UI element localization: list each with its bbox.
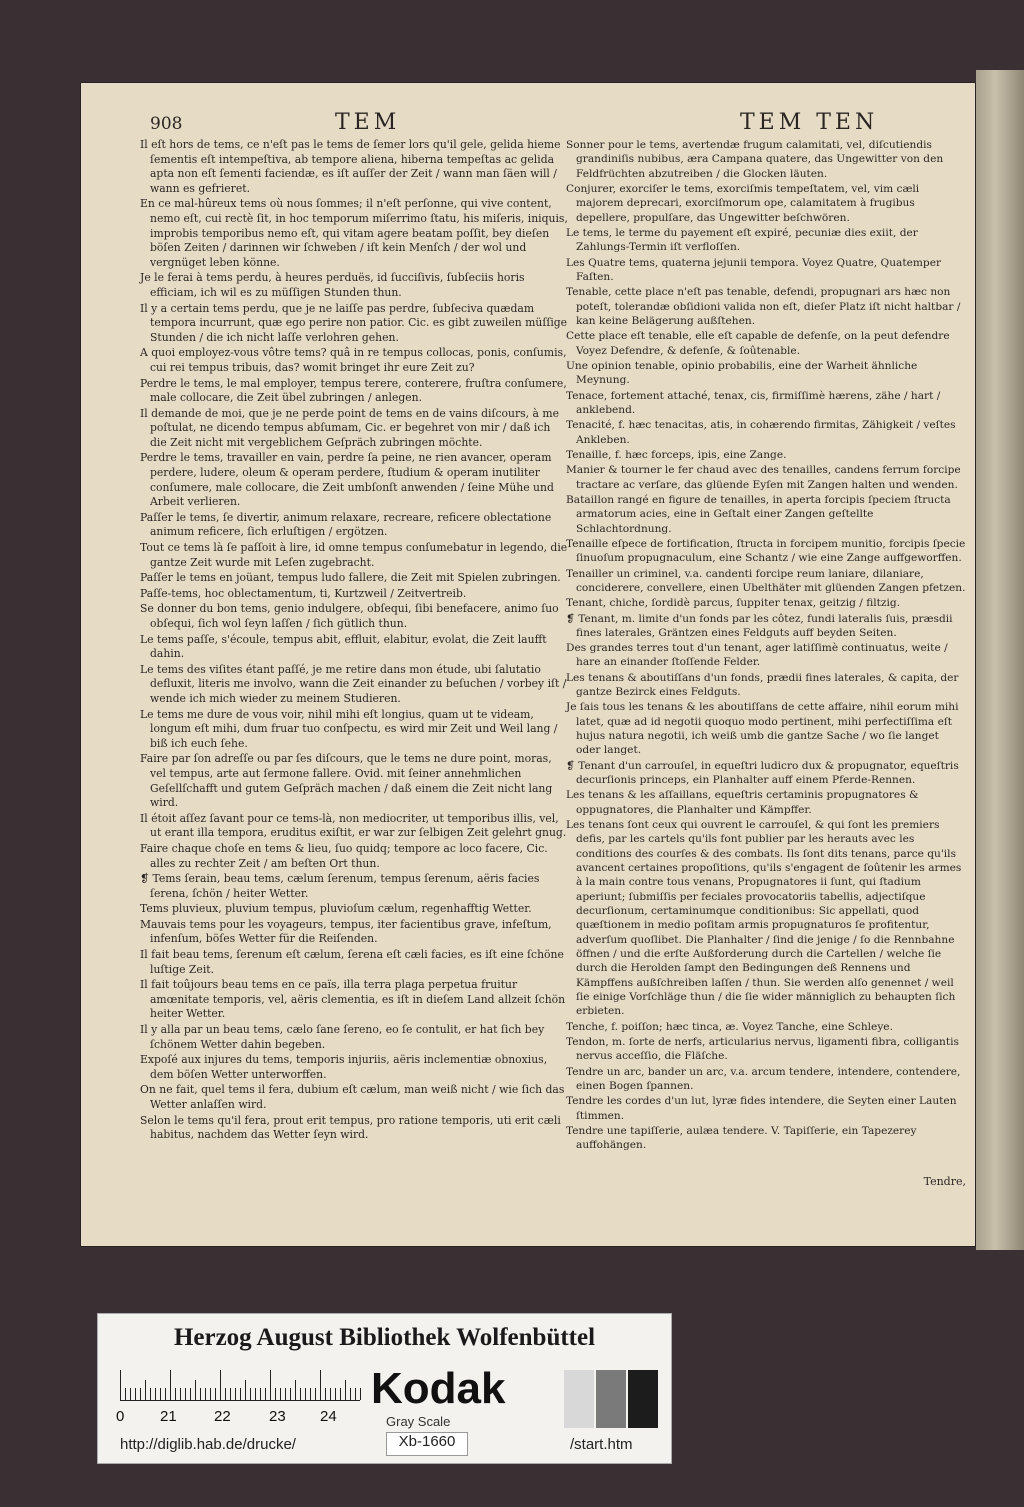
running-head-right: TEM TEN [740, 110, 879, 135]
catchword: Tendre, [923, 1174, 966, 1188]
ruler-tick [220, 1370, 221, 1400]
ruler-tick [130, 1388, 131, 1400]
left-column [140, 138, 570, 1144]
base-url: http://diglib.hab.de/drucke/ [120, 1436, 296, 1453]
dictionary-entry: Mauvais tems pour les voyageurs, tempus, iter facientibus grave, infeſtum, infenſum, böſes Wetter für die Reiſenden. [140, 917, 552, 946]
dictionary-entry: Le tems des viſites étant paſſé, je me retire dans mon étude, ubi ſalutatio defluxit, literis me involvo, wann die Zeit einander zu beſuchen / vorbey iſt / wende ich mich wieder zu meinem Studieren. [140, 662, 567, 705]
ruler-tick [355, 1388, 356, 1400]
dictionary-entry: Tenailler un criminel, v.a. candenti forcipe reum laniare, dilaniare, conciderere, convellere, einen Ubelthäter mit glüenden Zangen pfetzen. [566, 567, 966, 594]
dictionary-entry: Selon le tems qu'il fera, prout erit tempus, pro ratione temporis, uti erit cæli habitus, nachdem das Wetter ſeyn wird. [140, 1113, 561, 1142]
ruler-tick [255, 1388, 256, 1400]
ruler-tick [175, 1388, 176, 1400]
running-head-left: TEM [335, 110, 401, 135]
dictionary-entry: A quoi employez-vous vôtre tems? quâ in re tempus collocas, ponis, conſumis, cui rei tempus tribuis, das? womit bringet ihr eure Zeit zu? [140, 346, 567, 374]
ruler-tick [200, 1388, 201, 1400]
dictionary-entry: Perdre le tems, travailler en vain, perdre ſa peine, ne rien avancer, operam perdere, ludere, oleum & operam perdere, ſtudium & operam inutiliter conſumere, male collocare, die Zeit umbſonſt anwenden / ſeine Mühe und Arbeit verlieren. [140, 451, 554, 509]
dictionary-entry: En ce mal-hûreux tems où nous ſommes; il n'eſt perſonne, qui vive content, nemo eſt, cui rectè ſit, in hoc temporum miſerrimo ſtatu, his miſeris, iniquis, improbis temporibus nemo eſt, qui vitam agere beatam poſſit, bey dieſen böſen Zeiten / darinnen wir ſchweben / iſt kein Menſch / der wol und vergnüget leben könne. [140, 197, 568, 269]
gray-patch [596, 1370, 626, 1428]
right-column [566, 138, 966, 1189]
gray-patch [564, 1370, 594, 1428]
ruler-tick [350, 1388, 351, 1400]
book-page [80, 82, 976, 1247]
dictionary-entry: Paſſer le tems en joüant, tempus ludo fallere, die Zeit mit Spielen zubringen. [140, 571, 561, 585]
ruler-tick [125, 1388, 126, 1400]
dictionary-entry: On ne fait, quel tems il fera, dubium eſt cælum, man weiß nicht / wie ſich das Wetter anlaſſen wird. [140, 1083, 565, 1111]
dictionary-entry: Le tems me dure de vous voir, nihil mihi eſt longius, quam ut te videam, longum eſt mihi, dum fruar tuo conſpectu, es wird mir Zeit und Weil lang / biß ich euch ſehe. [140, 707, 558, 750]
ruler-tick [240, 1388, 241, 1400]
dictionary-entry: Cette place eſt tenable, elle eſt capable de defenſe, on la peut defendre Voyez Defendre, & defenſe, & ſoûtenable. [566, 330, 950, 357]
color-target-card [97, 1313, 672, 1464]
ruler-tick [265, 1388, 266, 1400]
ruler-tick [275, 1388, 276, 1400]
ruler-tick [280, 1388, 281, 1400]
ruler-tick [235, 1388, 236, 1400]
running-head [80, 108, 976, 138]
page-number: 908 [150, 114, 183, 134]
dictionary-entry: Expoſé aux injures du tems, temporis injuriis, aëris inclementiæ obnoxius, dem böſen Wetter unterworffen. [140, 1053, 548, 1081]
ruler-tick [215, 1388, 216, 1400]
ruler-label: 21 [160, 1408, 177, 1425]
ruler-tick [290, 1388, 291, 1400]
dictionary-entry: Il demande de moi, que je ne perde point de tems en de vains diſcours, à me poſtulat, ne dicendo tempus abſumam, Cic. er begehret von mir / daß ich die Zeit nicht mit vergeblichem Geſpräch zubringen möchte. [140, 406, 560, 449]
dictionary-entry: ❡ Tenant d'un carrouſel, in equeſtri ludicro dux & propugnator, equeſtris decurſionis princeps, ein Planhalter auff einem Pferde-Rennen. [566, 759, 959, 787]
dictionary-entry: Les tenans & aboutiſſans d'un fonds, prædii fines laterales, & capita, der gantze Bezirck eines Feldguts. [566, 671, 959, 699]
dictionary-entry: Il y a certain tems perdu, que je ne laiſſe pas perdre, ſubſeciva quædam tempora incurrunt, quæ ego perire non patior. Cic. es gibt zuweilen müſſige Stunden / die ich nicht laſſe verlohren gehen. [140, 301, 568, 344]
ruler-tick [190, 1388, 191, 1400]
institution-name: Herzog August Bibliothek Wolfenbüttel [173, 1324, 596, 1351]
ruler-tick [185, 1388, 186, 1400]
ruler-tick [135, 1388, 136, 1400]
ruler-tick [305, 1388, 306, 1400]
dictionary-entry: Tendre un arc, bander un arc, v.a. arcum tendere, intendere, contendere, einen Bogen ſpannen. [566, 1065, 961, 1092]
ruler-tick [150, 1388, 151, 1400]
dictionary-entry: Tems pluvieux, pluvium tempus, pluvioſum cælum, regenhafftig Wetter. [140, 902, 532, 916]
dictionary-entry: Tenaille, f. hæc forceps, ipis, eine Zange. [566, 448, 787, 461]
ruler-tick [140, 1388, 141, 1400]
ruler-tick [210, 1388, 211, 1400]
dictionary-entry: Bataillon rangé en figure de tenailles, in aperta forcipis ſpeciem ſtructa armatorum acies, eine in Geſtalt einer Zangen geſtellte Schlachtordnung. [566, 493, 951, 535]
ruler-tick [165, 1388, 166, 1400]
gray-scale-label: Gray Scale [386, 1414, 451, 1429]
dictionary-entry: Tout ce tems là ſe paſſoit à lire, id omne tempus conſumebatur in legendo, die gantze Zeit wurde mit Leſen zugebracht. [140, 541, 568, 569]
ruler-tick [285, 1388, 286, 1400]
dictionary-entry: Il fait toûjours beau tems en ce païs, illa terra plaga perpetua fruitur amœnitate temporis, vel, aëris clementia, es iſt in dieſem Land allzeit ſchön heiter Wetter. [140, 978, 566, 1021]
dictionary-entry: Sonner pour le tems, avertendæ frugum calamitati, vel, diſcutiendis grandiniſis nubibus, æra Campana quatere, das Ungewitter von den Feldfrüchten abzutreiben / die Glocken läuten. [566, 139, 944, 180]
ruler-tick [345, 1380, 346, 1400]
dictionary-entry: Faire par ſon adreſſe ou par ſes diſcours, que le tems ne dure point, moras, vel tempus, arte aut ſermone fallere. Ovid. mit ſeiner annehmlichen Geſellſchafft und gutem Geſpräch machen / daß einem die Zeit nicht lang wird. [140, 752, 553, 810]
url-row [98, 1430, 671, 1458]
ruler-tick [245, 1380, 246, 1400]
dictionary-entry: Paſſe-tems, hoc oblectamentum, ti, Kurtzweil / Zeitvertreib. [140, 586, 467, 600]
ruler-labels [116, 1408, 366, 1428]
dictionary-entry: Je le ferai à tems perdu, à heures perduës, id ſucciſivis, ſubſeciis horis efficiam, ich wil es zu müſſigen Stunden thun. [140, 271, 525, 299]
measurement-ruler [120, 1370, 360, 1401]
ruler-label: 24 [320, 1408, 337, 1425]
dictionary-entry: ❡ Tenant, m. limite d'un fonds par les côtez, fundi lateralis ſuis, præsdii fines laterales, Gräntzen eines Feldguts auff beyden Seiten. [566, 612, 953, 639]
ruler-tick [120, 1370, 121, 1400]
dictionary-entry: Tenace, fortement attaché, tenax, cis, firmiſſimè hærens, zähe / hart / anklebend. [566, 389, 941, 416]
dictionary-entry: Tendon, m. ſorte de nerfs, articularius nervus, ligamenti fibra, colligantis nervus acceſſio, die Fläſche. [566, 1036, 959, 1063]
dictionary-entry: Les Quatre tems, quaterna jejunii tempora. Voyez Quatre, Quatemper Faſten. [566, 256, 942, 283]
ruler-tick [340, 1388, 341, 1400]
dictionary-entry: Tenaille eſpece de fortification, ſtructa in forcipem munitio, forcipis ſpecie ſinuoſum propugnaculum, eine Schantz / wie eine Zange auffgeworffen. [566, 537, 966, 565]
ruler-tick [310, 1388, 311, 1400]
ruler-label: 0 [116, 1408, 125, 1425]
dictionary-entry: Une opinion tenable, opinio probabilis, eine der Warheit ähnliche Meynung. [566, 359, 918, 387]
dictionary-entry: Paſſer le tems, ſe divertir, animum relaxare, recreare, reficere oblectatione animum reficere, ſich erluſtigen / ergötzen. [140, 510, 552, 539]
dictionary-entry: Le tems, le terme du payement eſt expiré, pecuniæ dies exiit, der Zahlungs-Termin iſt verfloſſen. [566, 226, 918, 254]
dictionary-entry: Tendre les cordes d'un lut, lyræ fides intendere, die Seyten einer Lauten ſtimmen. [566, 1095, 957, 1122]
ruler-tick [155, 1388, 156, 1400]
dictionary-entry: Tendre une tapiſſerie, aulæa tendere. V. Tapiſſerie, ein Tapezerey auffohängen. [566, 1124, 917, 1152]
dictionary-entry: Se donner du bon tems, genio indulgere, obſequi, ſibi benefacere, animo ſuo obſequi, ſich wol ſeyn laſſen / ſich gütlich thun. [140, 602, 559, 630]
ruler-tick [360, 1388, 361, 1400]
ruler-tick [335, 1388, 336, 1400]
dictionary-entry: Tenant, chiche, ſordidè parcus, ſuppiter tenax, geitzig / filtzig. [566, 597, 901, 610]
ruler-tick [145, 1380, 146, 1400]
ruler-label: 23 [269, 1408, 286, 1425]
dictionary-entry: Je ſais tous les tenans & les aboutiſſans de cette affaire, nihil eorum mihi latet, quæ ad id negotii quoquo modo pertinent, mihi perfectiſſima eſt hujus natura negotii, ich weiß umb die gantze Sache / wo ſie langet oder langet. [566, 701, 959, 757]
ruler-label: 22 [214, 1408, 231, 1425]
ruler-tick [300, 1388, 301, 1400]
dictionary-entry: Perdre le tems, le mal employer, tempus terere, conterere, fruſtra conſumere, male collocare, die Zeit übel zubringen / anlegen. [140, 376, 567, 405]
dictionary-entry: Il fait beau tems, ſerenum eſt cælum, ſerena eſt cæli facies, es iſt eine ſchöne luſtige Zeit. [140, 948, 564, 976]
ruler-tick [195, 1380, 196, 1400]
dictionary-entry: Il y alla par un beau tems, cælo ſane ſereno, eo ſe contulit, er hat ſich bey ſchönem Wetter dahin begeben. [140, 1023, 545, 1051]
ruler-tick [205, 1388, 206, 1400]
kodak-logo: Kodak [371, 1364, 506, 1413]
dictionary-entry: Faire chaque choſe en tems & lieu, ſuo quidq; tempore ac loco facere, Cic. alles zu rechter Zeit / am beſten Ort thun. [140, 841, 548, 870]
dictionary-entry: Les tenans ſont ceux qui ouvrent le carrouſel, & qui ſont les premiers defis, par les cartels qu'ils font publier par les herauts avec les conditions des courſes & des combats. Ils ſont dits tenans, parce qu'ils avancent certaines propoſitions, qu'ils s'engagent de ſoûtenir les armes à la main contre tous venans, Propugnatores ii ſunt, qui ſtadium aperiunt; ſubmiſſis per feciales provocatoriis tabellis, adjectiſque decurſionum, certaminumque conditionibus: Sic appellati, quod quæſtionem in medio poſitam armis propugnaturos ſe profitentur, adverſum quoſlibet. Die Planhalter / ſind die jenige / ſo die Rennbahne öffnen / und die erſte Außforderung durch die Cartellen / welche ſie durch die Herolden ſampt den Bedingungen deß Rennens und Kämpffens außſchreiben laſſen / thun. Sie werden alſo genennet / weil ſie einige Vorſchläge thun / die ſie wider männiglich zu behaupten ſich erbieten. [566, 819, 962, 1018]
ruler-tick [260, 1388, 261, 1400]
ruler-tick [270, 1370, 271, 1400]
dictionary-entry: Le tems paſſe, s'écoule, tempus abit, effluit, elabitur, evolat, die Zeit laufft dahin. [140, 632, 547, 661]
dictionary-entry: Tenable, cette place n'eſt pas tenable, defendi, propugnari ars hæc non poteſt, tolerandæ obſidioni valida non eſt, dieſer Platz iſt nicht haltbar / kan keine Belägerung außſtehen. [566, 286, 961, 327]
adjacent-page-edge [976, 70, 1024, 1250]
dictionary-entry: Des grandes terres tout d'un tenant, ager latiſſimè continuatus, weite / hare an einander ſtoſſende Felder. [566, 642, 948, 669]
dictionary-entry: Il eſt hors de tems, ce n'eſt pas le tems de ſemer lors qu'il gele, gelida hieme ſementis eſt intempeſtiva, ab tempore aliena, hiberna tempeſtas ac gelida apta non eſt ſementi faciendæ, es iſt auſſer der Zeit / wann man ſäen will / wann es gefrieret. [140, 138, 561, 195]
ruler-tick [315, 1388, 316, 1400]
gray-patch [628, 1370, 658, 1428]
dictionary-entry: Les tenans & les aſſaillans, equeſtris certaminis propugnatores & oppugnatores, die Planhalter und Kämpffer. [566, 789, 919, 816]
ruler-tick [250, 1388, 251, 1400]
dictionary-entry: Tenacité, f. hæc tenacitas, atis, in cohærendo firmitas, Zähigkeit / veſtes Ankleben. [566, 419, 956, 446]
ruler-tick [225, 1388, 226, 1400]
shelfmark: Xb-1660 [398, 1433, 456, 1450]
ruler-tick [320, 1370, 321, 1400]
dictionary-entry: Conjurer, exorciſer le tems, exorciſmis tempeſtatem, vel, vim cæli majorem deprecari, exorciſmorum ope, calamitatem à frugibus depellere, propulſare, das Ungewitter beſchwören. [566, 182, 920, 224]
ruler-tick [295, 1380, 296, 1400]
ruler-tick [230, 1388, 231, 1400]
ruler-tick [170, 1370, 171, 1400]
ruler-tick [330, 1388, 331, 1400]
ruler-tick [325, 1388, 326, 1400]
ruler-tick [160, 1388, 161, 1400]
url-suffix: /start.htm [570, 1436, 633, 1453]
ruler-tick [180, 1388, 181, 1400]
dictionary-entry: ❡ Tems ſerain, beau tems, cælum ſerenum, tempus ſerenum, aëris facies ſerena, ſchön / heiter Wetter. [140, 872, 540, 900]
dictionary-entry: Tenche, f. poiſſon; hæc tinca, æ. Voyez Tanche, eine Schleye. [566, 1020, 893, 1033]
dictionary-entry: Il étoit aſſez ſavant pour ce tems-là, non mediocriter, ut temporibus illis, vel, ut erant illa tempora, eruditus exiſtit, er war zur ſelbigen Zeit gelehrt gnug. [140, 811, 567, 840]
dictionary-entry: Manier & tourner le fer chaud avec des tenailles, candens ferrum forcipe tractare ac verſare, das glüende Eyſen mit Zangen halten und wenden. [566, 464, 961, 491]
shelfmark-box [386, 1432, 468, 1456]
